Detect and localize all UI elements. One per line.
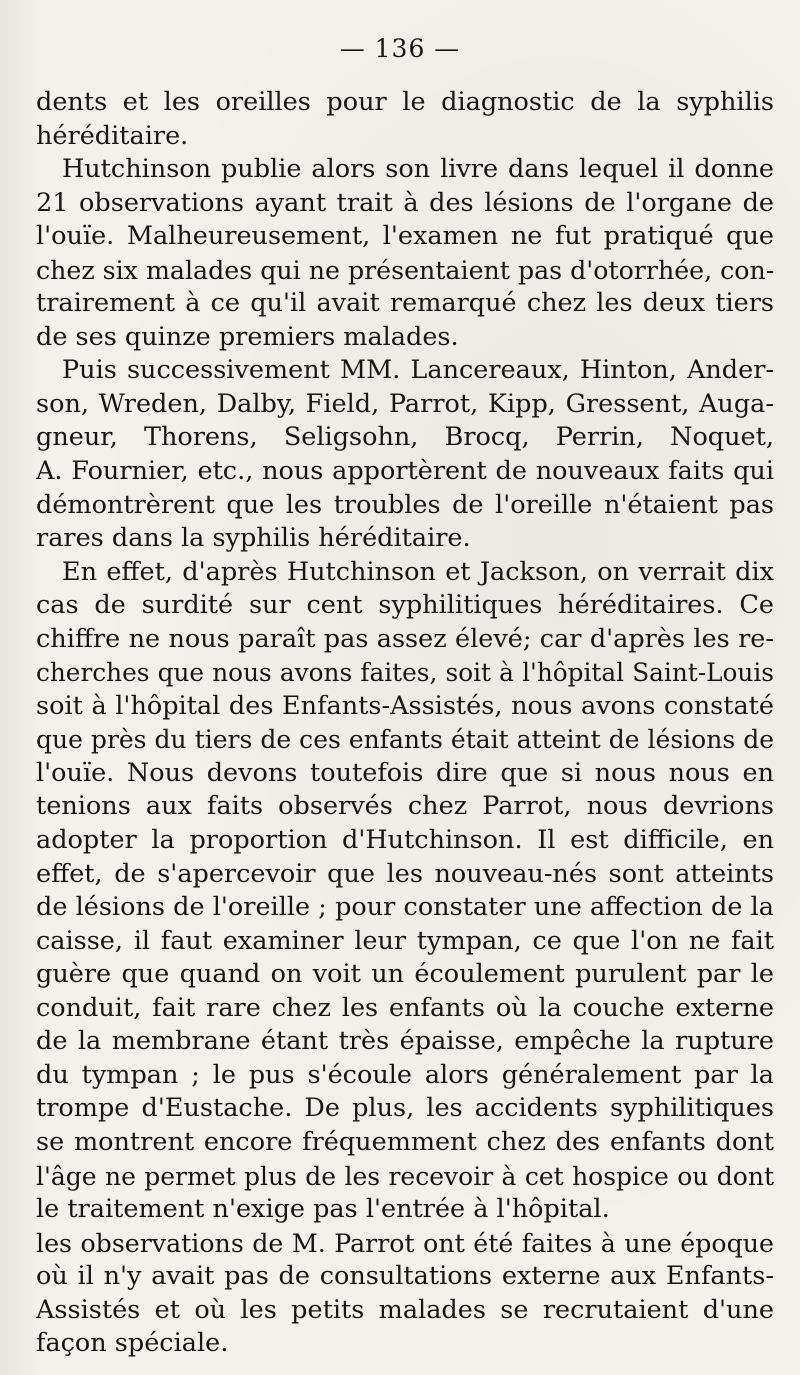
text-line: l'ouïe. Malheureusement, l'examen ne fut pratiqué que xyxy=(36,221,774,252)
body-text xyxy=(36,86,774,1361)
text-line: trairement à ce qu'il avait remarqué chez les deux tiers xyxy=(36,288,774,319)
text-line: se montrent encore fréquemment chez des enfants dont xyxy=(36,1126,774,1157)
text-line: l'ouïe. Nous devons toutefois dire que si nous nous en xyxy=(36,757,774,788)
text-line: Puis successivement MM. Lancereaux, Hinton, Ander- xyxy=(62,355,774,386)
text-line: adopter la proportion d'Hutchinson. Il est difficile, en xyxy=(36,825,774,856)
text-line: héréditaire. xyxy=(36,120,189,151)
text-line: guère que quand on voit un écoulement purulent par le xyxy=(36,959,774,990)
text-line: tenions aux faits observés chez Parrot, nous devrions xyxy=(36,791,774,822)
text-line: façon spéciale. xyxy=(36,1328,229,1359)
text-line: de ses quinze premiers malades. xyxy=(36,321,459,352)
text-line: où il n'y avait pas de consultations externe aux Enfants- xyxy=(36,1261,774,1292)
text-line: soit à l'hôpital des Enfants-Assistés, nous avons constaté xyxy=(36,690,774,721)
text-line: effet, de s'apercevoir que les nouveau-nés sont atteints xyxy=(36,858,774,889)
text-line: conduit, fait rare chez les enfants où la couche externe xyxy=(36,992,774,1023)
text-line: les observations de M. Parrot ont été faites à une époque xyxy=(36,1228,774,1258)
text-line: caisse, il faut examiner leur tympan, ce que l'on ne fait xyxy=(36,925,774,956)
text-line: 21 observations ayant trait à des lésions de l'organe de xyxy=(36,187,774,218)
text-line: dents et les oreilles pour le diagnostic de la syphilis xyxy=(36,87,774,117)
text-line: En effet, d'après Hutchinson et Jackson, on verrait dix xyxy=(62,556,774,587)
text-line: Hutchinson publie alors son livre dans lequel il donne xyxy=(62,154,774,185)
text-line: Assistés et où les petits malades se recrutaient d'une xyxy=(36,1294,774,1325)
text-line: chiffre ne nous paraît pas assez élevé; car d'après les re- xyxy=(36,623,774,654)
text-line: que près du tiers de ces enfants était atteint de lésions de xyxy=(36,725,774,755)
text-line: cas de surdité sur cent syphilitiques héréditaires. Ce xyxy=(36,590,774,621)
text-line: rares dans la syphilis héréditaire. xyxy=(36,523,471,554)
text-line: trompe d'Eustache. De plus, les accidents syphilitiques xyxy=(36,1093,774,1124)
text-line: du tympan ; le pus s'écoule alors généralement par la xyxy=(36,1059,774,1090)
page-number: — 136 — xyxy=(339,34,461,63)
text-line: de lésions de l'oreille ; pour constater une affection de la xyxy=(36,892,774,923)
text-line: A. Fournier, etc., nous apportèrent de nouveaux faits qui xyxy=(36,456,774,487)
text-line: gneur, Thorens, Seligsohn, Brocq, Perrin, Noquet, xyxy=(36,422,774,453)
text-line: de la membrane étant très épaisse, empêche la rupture xyxy=(36,1026,774,1057)
text-line: cherches que nous avons faites, soit à l'hôpital Saint-Louis xyxy=(36,658,774,688)
text-line: le traitement n'exige pas l'entrée à l'hôpital. xyxy=(36,1194,610,1225)
text-line: l'âge ne permet plus de les recevoir à cet hospice ou dont xyxy=(36,1161,774,1191)
text-line: chez six malades qui ne présentaient pas d'otorrhée, con- xyxy=(36,255,774,285)
text-line: démontrèrent que les troubles de l'oreille n'étaient pas xyxy=(36,489,774,520)
text-line: son, Wreden, Dalby, Field, Parrot, Kipp, Gressent, Auga- xyxy=(36,388,774,419)
